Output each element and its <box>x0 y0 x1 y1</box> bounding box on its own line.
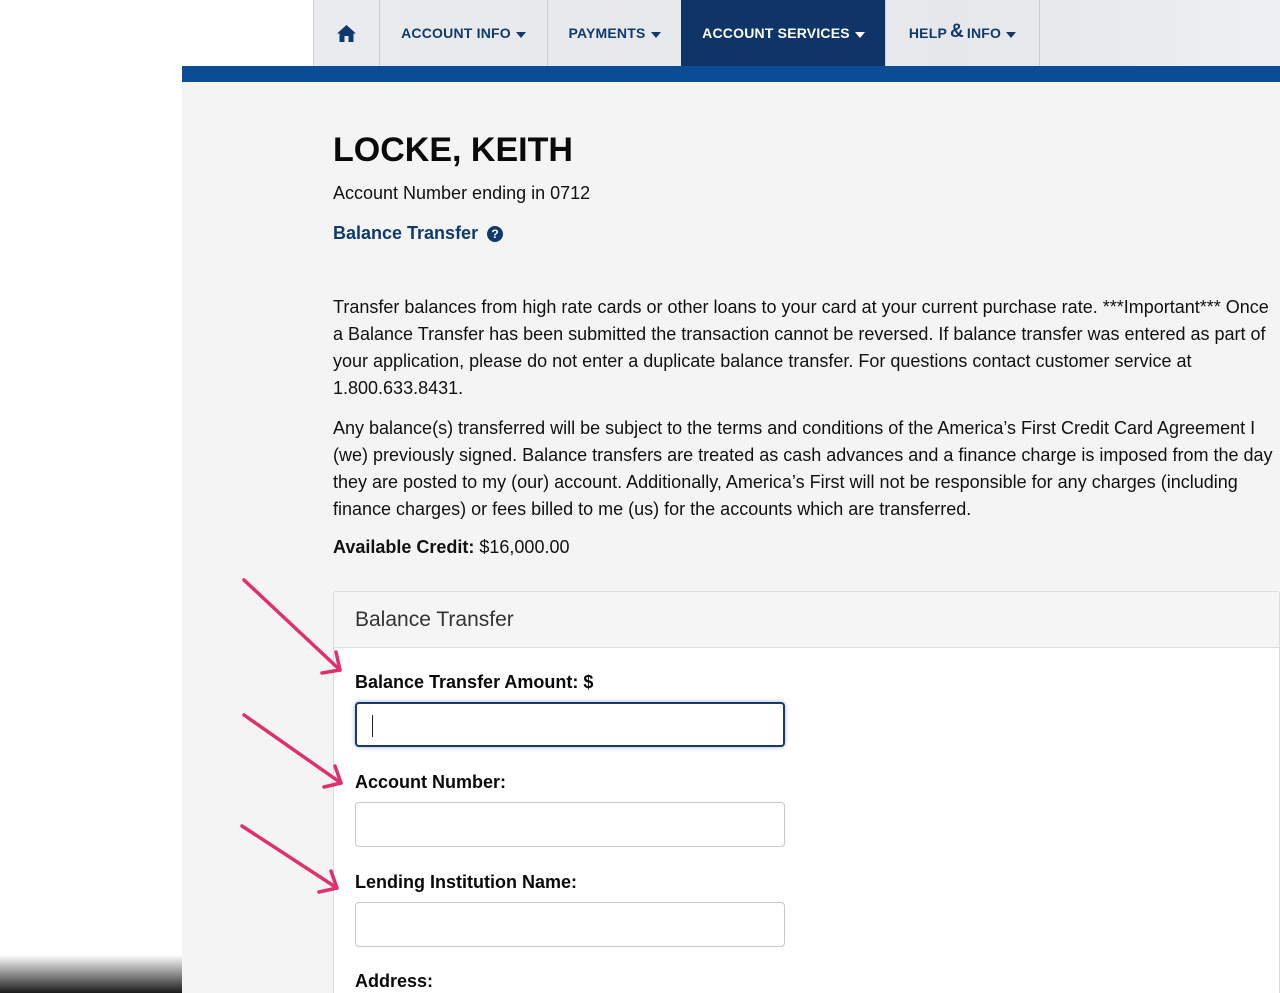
nav-account-info-label: ACCOUNT INFO <box>401 25 511 41</box>
available-credit-value: $16,000.00 <box>479 537 570 557</box>
account-number-input[interactable] <box>355 802 785 847</box>
account-number-label: Account Number: <box>355 772 507 792</box>
transfer-amount-input[interactable] <box>355 702 785 747</box>
nav-payments-label: PAYMENTS <box>568 25 646 41</box>
lending-institution-input[interactable] <box>355 902 785 947</box>
text-cursor <box>372 715 373 737</box>
chevron-down-icon <box>855 32 865 38</box>
chevron-down-icon <box>1006 32 1016 38</box>
balance-transfer-link[interactable] <box>333 223 503 244</box>
site-header <box>182 0 1280 66</box>
balance-transfer-link-label: Balance Transfer <box>333 223 479 243</box>
transfer-info-paragraph: Transfer balances from high rate cards or other loans to your card at your current purchase rate. ***Important*** Once a Balance Transfer has been submitted the transaction cannot be reversed. If balance transfer was entered as part of your application, please do not enter a duplicate balance transfer. For questions contact customer service at 1.800.633.8431. <box>333 297 1269 398</box>
available-credit <box>333 537 569 558</box>
left-margin <box>0 0 182 993</box>
home-icon <box>337 25 356 42</box>
nav-help-label: HELP <box>908 25 947 41</box>
nav-info-label: INFO <box>966 25 1002 41</box>
nav-payments[interactable] <box>547 0 681 66</box>
nav-account-info[interactable] <box>379 0 547 66</box>
address-label: Address: <box>355 971 434 991</box>
account-number-text: Account Number ending in 0712 <box>333 183 591 203</box>
nav-help-info[interactable] <box>885 0 1040 66</box>
nav-help-amp: & <box>949 21 964 42</box>
window-shadow <box>0 955 182 993</box>
terms-paragraph: Any balance(s) transferred will be subject to the terms and conditions of the America’s First Credit Card Agreement I (we) previously signed. Balance transfers are treated as cash advances and a finance charge is imposed from the day they are posted to my (our) account. Additionally, America’s First will not be responsible for any charges (including finance charges) or fees billed to me (us) for the accounts which are transferred. <box>333 418 1273 519</box>
panel-title: Balance Transfer <box>334 592 1279 648</box>
help-question-icon[interactable]: ? <box>487 226 503 242</box>
chevron-down-icon <box>516 32 526 38</box>
brand-bar <box>182 66 1280 82</box>
account-holder-name: LOCKE, KEITH <box>333 131 573 169</box>
main-nav <box>313 0 1040 66</box>
nav-account-services-label: ACCOUNT SERVICES <box>702 25 850 41</box>
chevron-down-icon <box>651 32 661 38</box>
available-credit-label: Available Credit: <box>333 537 475 557</box>
transfer-amount-label: Balance Transfer Amount: $ <box>355 672 594 692</box>
nav-home[interactable] <box>313 0 379 66</box>
lending-institution-label: Lending Institution Name: <box>355 872 577 892</box>
site-page <box>182 0 1280 993</box>
nav-account-services[interactable] <box>681 0 885 66</box>
balance-transfer-form-panel <box>333 591 1280 993</box>
